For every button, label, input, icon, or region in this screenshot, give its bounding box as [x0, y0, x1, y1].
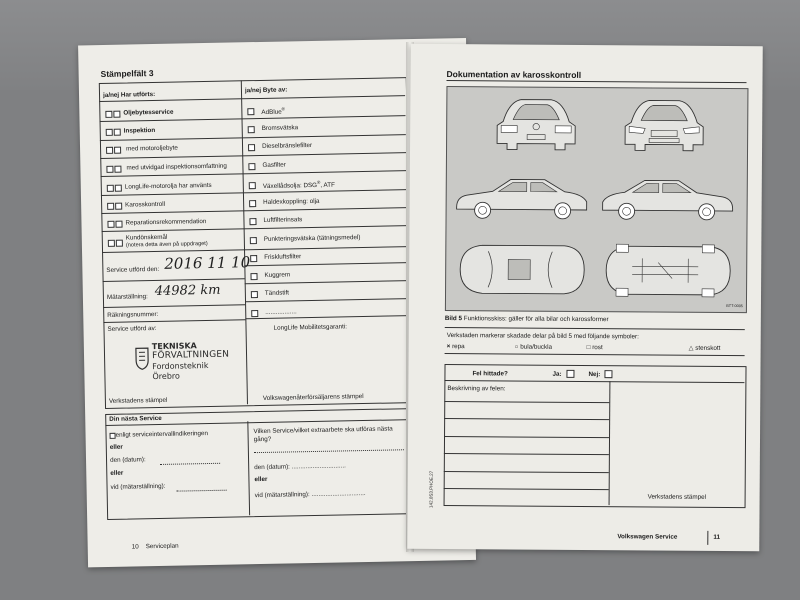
checkbox-customer-yes[interactable]: [108, 240, 115, 247]
extra-mileage: vid (mätarställning): ...............................: [254, 490, 366, 500]
left-page-number: 10: [131, 543, 139, 551]
checkbox-body-check-no[interactable]: [115, 203, 122, 210]
service-date-value[interactable]: 2016 11 10: [164, 253, 251, 273]
checkbox-haldex[interactable]: [249, 200, 256, 207]
item-other-dots: ..................: [265, 308, 297, 316]
service-booklet: [60, 28, 765, 560]
item-customer-note: (notera detta även på uppdraget): [125, 240, 208, 249]
item-gas-filter: Gasfilter: [262, 161, 286, 169]
checkbox-cabin-filter[interactable]: [250, 255, 257, 262]
checkbox-oil-service-no[interactable]: [113, 111, 120, 118]
next-date-label: den (datum):: [109, 456, 146, 464]
service-date-label: Service utförd den:: [106, 265, 160, 274]
stamp-line-4: Örebro: [152, 371, 180, 382]
vw-dealer-stamp-label: Volkswagenåterförsäljarens stämpel: [262, 393, 364, 402]
symbol-stone-chip: △ stenskott: [688, 344, 721, 352]
checkbox-diesel-filter[interactable]: [248, 144, 255, 151]
longlife-guarantee-label: LongLife Mobilitetsgaranti:: [273, 323, 348, 332]
next-or-2: eller: [110, 469, 124, 477]
checkbox-repair-no[interactable]: [115, 221, 122, 228]
performed-by-label: Service utförd av:: [107, 324, 157, 333]
item-oil-service: Oljebytesservice: [123, 108, 174, 117]
checkbox-faults-no[interactable]: [604, 370, 612, 378]
col-left-header: ja/nej Har utförts:: [102, 90, 156, 99]
item-puncture-fluid: Punkteringsvätska (tätningsmedel): [263, 234, 361, 243]
car-underbody-icon: [598, 238, 736, 303]
item-inspection: Inspektion: [123, 126, 156, 135]
checkbox-customer-no[interactable]: [116, 240, 123, 247]
next-mileage-label: vid (mätarställning):: [110, 482, 166, 491]
left-footer-label: Serviceplan: [145, 542, 179, 551]
checkbox-oil-change-no[interactable]: [114, 147, 121, 154]
item-oil-change: med motoroljebyte: [126, 144, 178, 153]
car-front-view-icon: [619, 94, 709, 157]
item-repair-recommendation: Reparationsrekommendation: [125, 218, 207, 227]
item-timing-belt: Kuggrem: [264, 271, 291, 279]
workshop-stamp: [134, 341, 235, 389]
checkbox-oil-change-yes[interactable]: [106, 147, 113, 154]
checkbox-gas-filter[interactable]: [248, 163, 255, 170]
side-code: 142.0S3.PHOE.27: [428, 470, 434, 508]
right-workshop-stamp-label: Verkstadens stämpel: [647, 493, 707, 501]
item-air-filter: Luftfilterinsats: [263, 216, 303, 224]
checkbox-faults-yes[interactable]: [566, 370, 574, 378]
item-spark-plugs: Tändstift: [264, 289, 290, 297]
figure-code: BTT-0005: [726, 304, 743, 309]
faults-label: Fel hittade?: [472, 370, 508, 378]
symbol-dent: ○ bula/buckla: [514, 343, 553, 351]
item-longlife-oil: LongLife-motorolja har använts: [124, 181, 212, 191]
checkbox-extended-yes[interactable]: [106, 166, 113, 173]
stamp-line-2: FÖRVALTNINGEN: [151, 349, 230, 362]
item-gearbox-oil: Växellådsolja: DSG®, ATF: [262, 179, 336, 191]
next-service-header: Din nästa Service: [109, 414, 162, 423]
brand-footer: Volkswagen Service: [617, 533, 678, 541]
item-body-check: Karosskontroll: [125, 200, 166, 209]
checkbox-spark-plugs[interactable]: [251, 291, 258, 298]
faults-no-label: Nej:: [588, 371, 601, 379]
car-right-side-icon: [599, 174, 737, 225]
extra-date: den (datum): ...............................: [254, 462, 346, 472]
checkbox-body-check-yes[interactable]: [107, 203, 114, 210]
checkbox-gearbox-oil[interactable]: [249, 182, 256, 189]
checkbox-adblue[interactable]: [247, 108, 254, 115]
checkbox-puncture-fluid[interactable]: [250, 237, 257, 244]
mileage-label: Mätarställning:: [106, 293, 148, 301]
checkbox-repair-yes[interactable]: [107, 221, 114, 228]
checkbox-inspection-no[interactable]: [114, 129, 121, 136]
faults-yes-label: Ja:: [552, 370, 562, 378]
checkbox-other[interactable]: [251, 310, 258, 317]
item-customer-wish: Kundönskemål: [125, 233, 168, 242]
next-option-interval: enligt serviceintervallindikeringen: [115, 430, 209, 439]
symbol-scratch: × repa: [446, 343, 465, 351]
mileage-value[interactable]: 44982 km: [154, 282, 221, 300]
fault-description-label: Beskrivning av felen:: [447, 385, 506, 393]
car-top-view-icon: [452, 237, 590, 302]
checkbox-oil-service-yes[interactable]: [105, 111, 112, 118]
checkbox-longlife-yes[interactable]: [107, 185, 114, 192]
symbol-rust: □ rost: [586, 344, 603, 352]
right-page-number: 11: [713, 533, 721, 541]
crest-icon: [134, 346, 150, 370]
item-haldex: Haldexkoppling: olja: [263, 197, 320, 206]
car-left-side-icon: [453, 173, 591, 224]
figure-caption: Bild 5 Funktionsskiss: gäller för alla bilar och karossformer: [444, 315, 609, 324]
stamp-field-title: Stämpelfält 3: [100, 68, 154, 80]
checkbox-extended-no[interactable]: [114, 166, 121, 173]
invoice-label: Räkningsnummer:: [107, 310, 159, 319]
item-brake-fluid: Bromsvätska: [261, 124, 299, 132]
checkbox-air-filter[interactable]: [249, 218, 256, 225]
extra-work-question: Vilken Service/vilket extraarbete ska utföras nästa gång?: [253, 425, 393, 444]
extra-or: eller: [254, 475, 268, 484]
stamp-line-1: TEKNISKA: [151, 341, 197, 352]
col-right-header: ja/nej Byte av:: [244, 86, 288, 95]
car-diagram[interactable]: [445, 86, 749, 313]
item-diesel-filter: Dieselbränslefilter: [261, 141, 313, 150]
item-adblue: AdBlue®: [261, 106, 286, 117]
checkbox-inspection-yes[interactable]: [106, 129, 113, 136]
body-check-title: Dokumentation av karosskontroll: [446, 69, 582, 80]
item-cabin-filter: Friskluftsfilter: [264, 253, 302, 261]
next-or-1: eller: [109, 443, 123, 451]
checkbox-timing-belt[interactable]: [250, 273, 257, 280]
workshop-stamp-label: Verkstadens stämpel: [108, 396, 168, 405]
checkbox-longlife-no[interactable]: [115, 185, 122, 192]
right-page: [407, 44, 763, 551]
stamp-line-3: Fordonsteknik: [152, 361, 209, 372]
marking-instruction: Verkstaden markerar skadade delar på bild 5 med följande symboler:: [446, 332, 639, 341]
car-rear-view-icon: [491, 93, 581, 156]
checkbox-brake-fluid[interactable]: [248, 126, 255, 133]
item-extended-inspection: med utvidgad inspektionsomfattning: [126, 162, 227, 172]
